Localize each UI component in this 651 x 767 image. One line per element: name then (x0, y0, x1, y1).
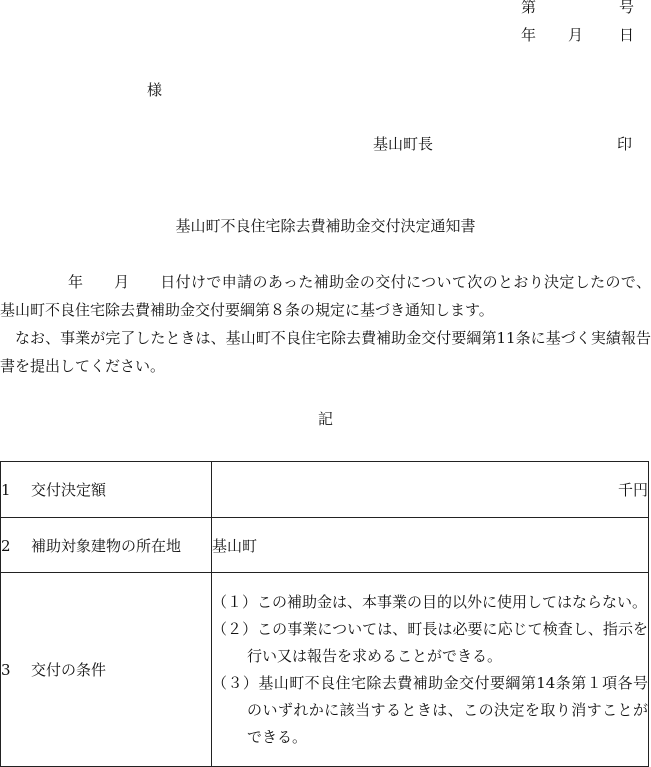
row-number: 3 (1, 661, 11, 679)
body-paragraph-decision: 年 月 日付けで申請のあった補助金の交付について次のとおり決定したので、基山町不良住宅除去費補助金交付要綱第８条の規定に基づき通知します。 (0, 273, 651, 319)
table-row (1, 462, 649, 518)
row-label-cell (1, 518, 212, 573)
row-label-cell (1, 573, 212, 767)
row-label: 交付決定額 (31, 481, 107, 499)
condition-item: （２）この事業については、町長は必要に応じて検査し、指示を行い又は報告を求めることができる。 (212, 619, 648, 665)
body-paragraph-report: なお、事業が完了したときは、基山町不良住宅除去費補助金交付要綱第11条に基づく実績報告書を提出してください。 (0, 329, 651, 375)
row-label-cell (1, 462, 212, 518)
decision-items-table (0, 461, 649, 767)
row-label: 交付の条件 (31, 661, 107, 679)
table-row (1, 518, 649, 573)
document-number-label: 第 (521, 0, 537, 16)
document-title: 基山町不良住宅除去費補助金交付決定通知書 (175, 217, 476, 235)
row-number: 2 (1, 536, 11, 555)
condition-item: （３）基山町不良住宅除去費補助金交付要綱第14条第１項各号のいずれかに該当するときは、この決定を取り消すことができる。 (212, 673, 648, 746)
condition-item: （１）この補助金は、本事業の目的以外に使用してはならない。 (212, 592, 648, 611)
recipient-honorific: 様 (147, 81, 163, 99)
seal-mark: 印 (617, 135, 633, 153)
date-month-label: 月 (568, 26, 584, 44)
date-day-label: 日 (619, 26, 635, 44)
table-row (1, 573, 649, 767)
row-label: 補助対象建物の所在地 (31, 536, 182, 555)
building-location-value: 基山町 (212, 518, 649, 573)
document-number-suffix: 号 (619, 0, 635, 16)
ki-heading: 記 (317, 410, 333, 428)
conditions-cell (212, 573, 649, 767)
row-number: 1 (1, 481, 11, 499)
decision-amount-value: 千円 (212, 462, 649, 518)
issuer-name: 基山町長 (373, 135, 434, 153)
date-year-label: 年 (521, 26, 537, 44)
